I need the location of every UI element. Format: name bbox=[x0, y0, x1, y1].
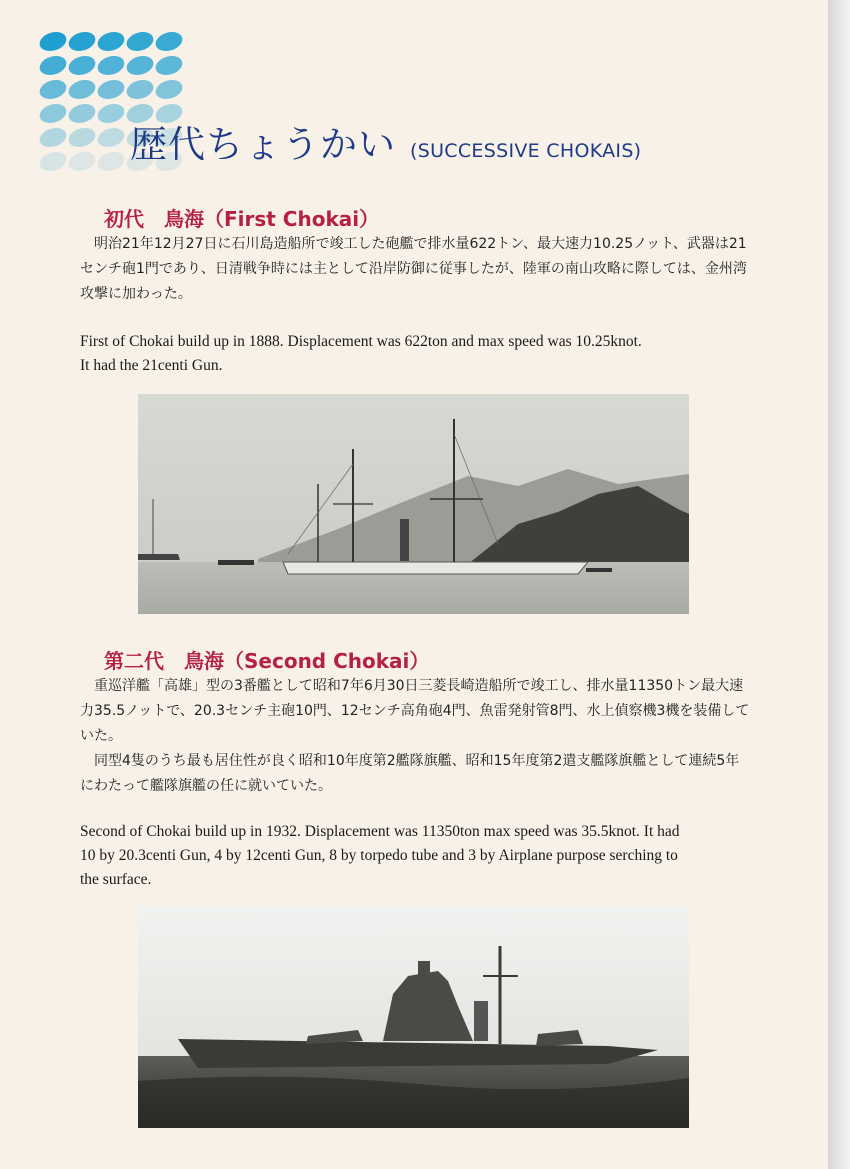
en-line: Second of Chokai build up in 1932. Displacement was 11350ton max speed was 35.5knot. It had bbox=[80, 823, 680, 840]
decorative-dot bbox=[37, 32, 69, 51]
decorative-dot bbox=[95, 32, 127, 51]
decorative-dot bbox=[37, 152, 69, 171]
second-chokai-en-text bbox=[80, 820, 770, 892]
decorative-dot bbox=[37, 56, 69, 75]
decorative-dot bbox=[124, 80, 156, 99]
second-chokai-jp-text: 重巡洋艦「高雄」型の3番艦として昭和7年6月30日三菱長崎造船所で竣工し、排水量11350トン最大速力35.5ノットで、20.3センチ主砲10門、12センチ高角砲4門、魚雷発射管8門、水上偵察機3機を装備していた。 同型4隻のうち最も居住性が良く昭和10年度第2艦隊旗艦、昭和15年度第2遣支艦隊旗艦として連続5年にわたって艦隊旗艦の任に就いていた。 bbox=[80, 678, 750, 794]
decorative-dot bbox=[95, 128, 127, 147]
decorative-dot bbox=[66, 104, 98, 123]
second-chokai-photo bbox=[138, 906, 689, 1128]
decorative-dot bbox=[95, 152, 127, 171]
page-edge bbox=[828, 0, 850, 1169]
decorative-dot bbox=[66, 56, 98, 75]
decorative-dot bbox=[95, 104, 127, 123]
first-chokai-heading: 初代 鳥海（First Chokai） bbox=[104, 207, 380, 231]
en-line: the surface. bbox=[80, 871, 152, 888]
decorative-dot bbox=[37, 128, 69, 147]
decorative-dot bbox=[66, 32, 98, 51]
second-chokai-heading: 第二代 鳥海（Second Chokai） bbox=[104, 649, 430, 673]
en-line: First of Chokai build up in 1888. Displacement was 622ton and max speed was 10.25knot. bbox=[80, 333, 642, 350]
decorative-dot bbox=[95, 80, 127, 99]
decorative-dot bbox=[66, 152, 98, 171]
page-title-en: (SUCCESSIVE CHOKAIS) bbox=[410, 140, 642, 162]
decorative-dot bbox=[37, 104, 69, 123]
decorative-dot bbox=[66, 128, 98, 147]
decorative-dot bbox=[124, 56, 156, 75]
decorative-dot bbox=[37, 80, 69, 99]
decorative-dot bbox=[153, 56, 185, 75]
first-chokai-photo bbox=[138, 394, 689, 614]
decorative-dot bbox=[153, 80, 185, 99]
page-title-jp: 歴代ちょうかい bbox=[130, 123, 396, 166]
decorative-dot bbox=[95, 56, 127, 75]
decorative-dot bbox=[124, 32, 156, 51]
en-line: 10 by 20.3centi Gun, 4 by 12centi Gun, 8 by torpedo tube and 3 by Airplane purpose serching to bbox=[80, 847, 678, 864]
first-chokai-jp-text: 明治21年12月27日に石川島造船所で竣工した砲艦で排水量622トン、最大速力10.25ノット、武器は21センチ砲1門であり、日清戦争時には主として沿岸防御に従事したが、陸軍の南山攻略に際しては、金州湾攻撃に加わった。 bbox=[80, 236, 747, 302]
en-line: It had the 21centi Gun. bbox=[80, 357, 223, 374]
first-chokai-en-text bbox=[80, 330, 760, 378]
decorative-dot bbox=[153, 32, 185, 51]
decorative-dot bbox=[66, 80, 98, 99]
page-title bbox=[130, 114, 641, 168]
